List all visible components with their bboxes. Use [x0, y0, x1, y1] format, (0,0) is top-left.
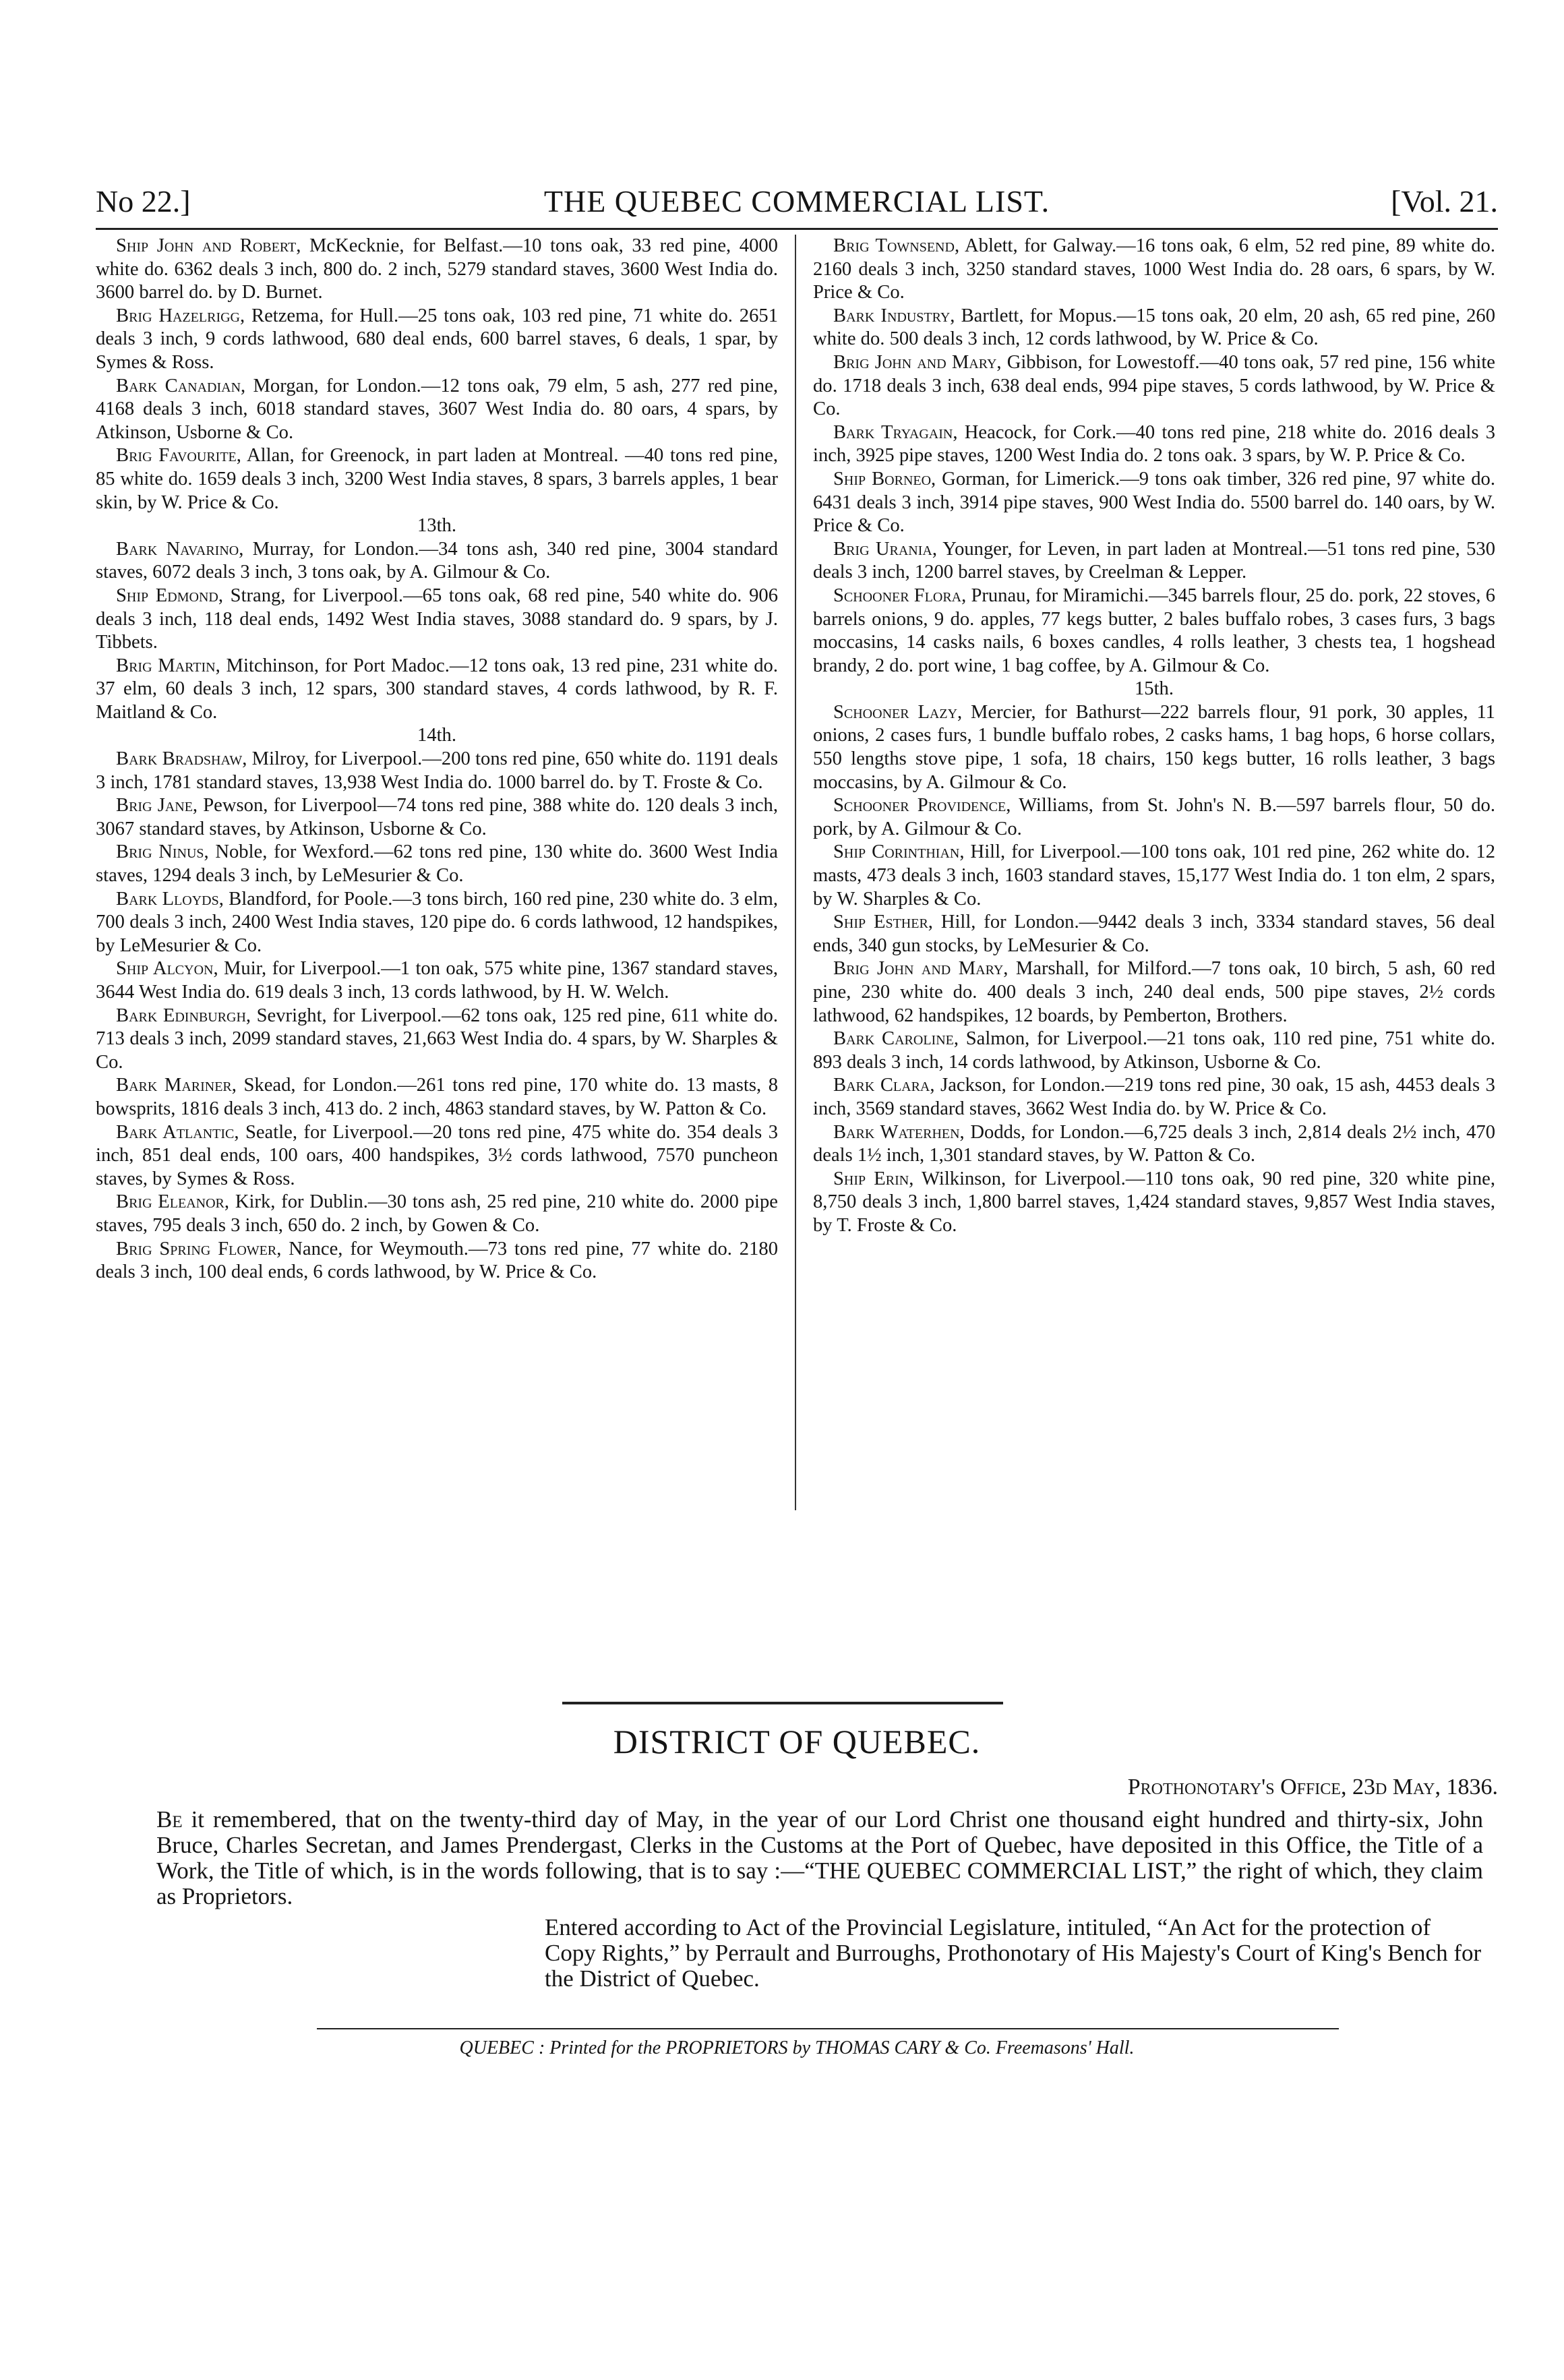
cargo-details: Marshall, for Milford.—7 tons oak, 10 birch, 5 ash, 60 red pine, 230 white do. 400 deals 3 inch, 240 deal ends, 500 pipe staves, 2½ cords lathwood, 62 handspikes, 12 boards, by Pemberton, Brothers. [813, 958, 1495, 1026]
shipping-entry [813, 1121, 1495, 1168]
notice-lead: Be [156, 1806, 183, 1833]
cargo-details: Morgan, for London.—12 tons oak, 79 elm, 5 ash, 277 red pine, 4168 deals 3 inch, 6018 standard staves, 3607 West India do. 80 oars, 4 spars, by Atkinson, Usborne & Co. [96, 375, 778, 443]
vessel-name: Schooner Lazy, [833, 701, 963, 723]
cargo-details: Bartlett, for Mopus.—15 tons oak, 20 elm, 20 ash, 65 red pine, 260 white do. 500 deals 3 inch, 12 cords lathwood, by W. Price & Co. [813, 305, 1496, 350]
shipping-entry [813, 421, 1495, 468]
vessel-name: Schooner Flora, [833, 585, 967, 606]
right-column [813, 235, 1495, 1238]
vessel-name: Ship Edmond, [116, 585, 223, 606]
cargo-details: Murray, for London.—34 tons ash, 340 red pine, 3004 standard staves, 6072 deals 3 inch, 3 tons oak, by A. Gilmour & Co. [96, 538, 778, 583]
shipping-entry [96, 235, 778, 305]
vessel-name: Brig Eleanor, [116, 1191, 230, 1213]
shipping-entry [96, 957, 778, 1004]
vessel-name: Brig Spring Flower, [116, 1238, 282, 1259]
cargo-details: Noble, for Wexford.—62 tons red pine, 130 white do. 3600 West India staves, 1294 deals 3 inch, by LeMesurier & Co. [96, 841, 778, 887]
vessel-name: Brig John and Mary, [833, 351, 1002, 373]
column-divider [795, 235, 796, 1510]
vessel-name: Ship Erin, [833, 1168, 914, 1189]
shipping-entry [813, 235, 1495, 305]
vessel-name: Bark Tryagain, [833, 421, 958, 443]
shipping-entry [96, 1005, 778, 1075]
vessel-name: Brig Townsend, [833, 235, 960, 256]
shipping-entry [813, 794, 1495, 841]
vessel-name: Bark Industry, [833, 305, 955, 326]
vessel-name: Brig Jane, [116, 795, 198, 816]
vessel-name: Bark Clara, [833, 1075, 935, 1096]
vessel-name: Bark Edinburgh, [116, 1005, 251, 1026]
cargo-details: Hill, for Liverpool.—100 tons oak, 101 red pine, 262 white do. 12 masts, 473 deals 3 inch, 1603 standard staves, 15,177 West India do. 1 ton elm, 2 spars, by W. Sharples & Co. [813, 841, 1496, 910]
cargo-details: Blandford, for Poole.—3 tons birch, 160 red pine, 230 white do. 3 elm, 700 deals 3 inch, 2400 West India staves, 120 pipe do. 6 cords lathwood, 12 handspikes, by LeMesurier & Co. [96, 888, 778, 956]
shipping-entry [96, 794, 778, 841]
cargo-details: Mitchinson, for Port Madoc.—12 tons oak, 13 red pine, 231 white do. 37 elm, 60 deals 3 inch, 12 spars, 300 standard staves, 4 cords lathwood, by R. F. Maitland & Co. [96, 655, 779, 723]
vessel-name: Ship Borneo, [833, 468, 936, 489]
vessel-name: Bark Canadian, [116, 375, 246, 396]
shipping-entry [813, 468, 1495, 538]
cargo-details: Gorman, for Limerick.—9 tons oak timber, 326 red pine, 97 white do. 6431 deals 3 inch, 3914 pipe staves, 900 West India do. 5500 barrel do. 140 oars, by W. Price & Co. [813, 468, 1495, 537]
shipping-entry [96, 655, 778, 725]
vessel-name: Bark Navarino, [116, 538, 244, 560]
copyright-notice [156, 1807, 1483, 1909]
cargo-details: Salmon, for Liverpool.—21 tons oak, 110 red pine, 751 white do. 893 deals 3 inch, 14 cords lathwood, by Atkinson, Usborne & Co. [813, 1028, 1495, 1073]
volume-number: [Vol. 21. [1391, 184, 1498, 218]
publication-title: THE QUEBEC COMMERCIAL LIST. [543, 184, 1050, 218]
vessel-name: Bark Lloyds, [116, 888, 224, 910]
vessel-name: Ship Corinthian, [833, 841, 965, 863]
cargo-details: Sevright, for Liverpool.—62 tons oak, 125 red pine, 611 white do. 713 deals 3 inch, 2099 standard staves, 21,663 West India do. 4 spars, by W. Sharples & Co. [96, 1005, 778, 1073]
cargo-details: Wilkinson, for Liverpool.—110 tons oak, 90 red pine, 320 white pine, 8,750 deals 3 inch, 1,800 barrel staves, 1,424 standard staves, 9,857 West India staves, by T. Froste & Co. [813, 1168, 1495, 1236]
vessel-name: Ship John and Robert, [116, 235, 301, 256]
shipping-entry [813, 1028, 1495, 1074]
cargo-details: Nance, for Weymouth.—73 tons red pine, 77 white do. 2180 deals 3 inch, 100 deal ends, 6 cords lathwood, by W. Price & Co. [96, 1238, 778, 1283]
vessel-name: Brig Ninus, [116, 841, 209, 863]
imprint-rule [317, 2028, 1339, 2029]
vessel-name: Brig Hazelrigg, [116, 305, 245, 326]
cargo-details: Heacock, for Cork.—40 tons red pine, 218 white do. 2016 deals 3 inch, 3925 pipe staves, 1200 West India do. 2 tons oak. 3 spars, by W. P. Price & Co. [813, 421, 1495, 467]
shipping-columns [96, 235, 1498, 1644]
shipping-entry [813, 305, 1495, 351]
cargo-details: Strang, for Liverpool.—65 tons oak, 68 red pine, 540 white do. 906 deals 3 inch, 118 deal ends, 1492 West India staves, 3088 standard do. 9 spars, by J. Tibbets. [96, 585, 778, 653]
cargo-details: McKecknie, for Belfast.—10 tons oak, 33 red pine, 4000 white do. 6362 deals 3 inch, 800 do. 2 inch, 5279 standard staves, 3600 West India do. 3600 barrel do. by D. Burnet. [96, 235, 778, 303]
cargo-details: Skead, for London.—261 tons red pine, 170 white do. 13 masts, 8 bowsprits, 1816 deals 3 inch, 413 do. 2 inch, 4863 standard staves, by W. Patton & Co. [96, 1075, 778, 1119]
date-heading: 15th. [1135, 678, 1174, 700]
vessel-name: Bark Bradshaw, [116, 748, 247, 770]
cargo-details: Kirk, for Dublin.—30 tons ash, 25 red pine, 210 white do. 2000 pipe staves, 795 deals 3 inch, 650 do. 2 inch, by Gowen & Co. [96, 1191, 778, 1236]
left-column [96, 235, 778, 1284]
cargo-details: Jackson, for London.—219 tons red pine, 30 oak, 15 ash, 4453 deals 3 inch, 3569 standard staves, 3662 West India do. by W. Price & Co. [813, 1075, 1495, 1119]
shipping-entry [813, 351, 1495, 421]
shipping-entry [813, 1074, 1495, 1121]
shipping-entry [96, 841, 778, 887]
vessel-name: Bark Mariner, [116, 1075, 237, 1096]
shipping-entry [96, 375, 778, 445]
vessel-name: Brig John and Mary, [833, 958, 1009, 980]
vessel-name: Bark Atlantic, [116, 1121, 239, 1143]
shipping-entry [813, 841, 1495, 911]
cargo-details: Allan, for Greenock, in part laden at Montreal. —40 tons red pine, 85 white do. 1659 deals 3 inch, 3200 West India staves, 8 spars, 3 barrels apples, 1 bear skin, by W. Price & Co. [96, 445, 778, 513]
cargo-details: Milroy, for Liverpool.—200 tons red pine, 650 white do. 1191 deals 3 inch, 1781 standard staves, 13,938 West India do. 1000 barrel do. by T. Froste & Co. [96, 748, 778, 793]
shipping-entry [96, 1191, 778, 1237]
cargo-details: Seatle, for Liverpool.—20 tons red pine, 475 white do. 354 deals 3 inch, 851 deal ends, 100 oars, 400 handspikes, 3½ cords lathwood, 7570 puncheon staves, by Symes & Ross. [96, 1121, 778, 1189]
shipping-entry [96, 538, 778, 585]
cargo-details: Pewson, for Liverpool—74 tons red pine, 388 white do. 120 deals 3 inch, 3067 standard staves, by Atkinson, Usborne & Co. [96, 795, 779, 839]
cargo-details: Hill, for London.—9442 deals 3 inch, 3334 standard staves, 56 deal ends, 340 gun stocks, by LeMesurier & Co. [813, 912, 1495, 956]
printer-imprint: QUEBEC : Printed for the PROPRIETORS by THOMAS CARY & Co. Freemasons' Hall. [459, 2037, 1135, 2058]
vessel-name: Bark Caroline, [833, 1028, 959, 1050]
cargo-details: Prunau, for Miramichi.—345 barrels flour, 25 do. pork, 22 stoves, 6 barrels onions, 9 do. apples, 77 kegs butter, 2 bales buffalo robes, 3 cases furs, 3 bags moccasins, 14 casks nails, 6 boxes candles, 4 rolls leather, 3 chests tea, 1 hogshead brandy, 2 do. port wine, 1 bag coffee, by A. Gilmour & Co. [813, 585, 1495, 676]
shipping-entry [813, 957, 1495, 1028]
office-line: Prothonotary's Office, 23d May, 1836. [1127, 1775, 1498, 1799]
cargo-details: Dodds, for London.—6,725 deals 3 inch, 2,814 deals 2½ inch, 470 deals 1½ inch, 1,301 standard staves, by W. Patton & Co. [813, 1121, 1496, 1166]
vessel-name: Ship Esther, [833, 912, 933, 933]
shipping-entry [96, 748, 778, 794]
district-heading: DISTRICT OF QUEBEC. [613, 1723, 981, 1760]
cargo-details: Muir, for Liverpool.—1 ton oak, 575 white pine, 1367 standard staves, 3644 West India do. 619 deals 3 inch, 13 cords lathwood, by H. W. Welch. [96, 958, 778, 1003]
page-header [96, 177, 1498, 227]
issue-number: No 22.] [96, 184, 191, 218]
cargo-details: Williams, from St. John's N. B.—597 barrels flour, 50 do. pork, by A. Gilmour & Co. [813, 795, 1495, 839]
notice-body: it remembered, that on the twenty-third day of May, in the year of our Lord Christ one thousand eight hundred and thirty-six, John Bruce, Charles Secretan, and James Prendergast, Clerks in the Customs at the Port of Quebec, have deposited in this Office, the Title of a Work, the Title of which, is in the words following, that is to say :—“THE QUEBEC COMMERCIAL LIST,” the right of which, they claim as Proprietors. [156, 1806, 1483, 1909]
date-heading: 14th. [417, 725, 456, 746]
shipping-entry [813, 701, 1495, 794]
shipping-entry [96, 1238, 778, 1284]
vessel-name: Brig Favourite, [116, 445, 241, 467]
header-rule [96, 228, 1498, 230]
shipping-entry [813, 1168, 1495, 1238]
vessel-name: Schooner Providence, [833, 795, 1011, 816]
shipping-entry [96, 1121, 778, 1191]
shipping-entry [96, 888, 778, 958]
date-heading: 13th. [417, 515, 456, 537]
shipping-entry [96, 305, 778, 375]
vessel-name: Ship Alcyon, [116, 958, 218, 980]
section-rule [562, 1702, 1003, 1704]
shipping-entry [96, 1074, 778, 1121]
entered-statement: Entered according to Act of the Provincial Legislature, intituled, “An Act for the protection of Copy Rights,” by Perrault and Burroughs, Prothonotary of His Majesty's Court of King's Bench for the District of Quebec. [545, 1914, 1482, 1992]
shipping-entry [96, 585, 778, 655]
cargo-details: Retzema, for Hull.—25 tons oak, 103 red pine, 71 white do. 2651 deals 3 inch, 9 cords lathwood, 680 deal ends, 600 barrel staves, 6 deals, 1 spar, by Symes & Ross. [96, 305, 778, 373]
shipping-entry [813, 538, 1495, 585]
cargo-details: Younger, for Leven, in part laden at Montreal.—51 tons red pine, 530 deals 3 inch, 1200 barrel staves, by Creelman & Lepper. [813, 538, 1496, 583]
shipping-entry [96, 444, 778, 514]
cargo-details: Mercier, for Bathurst—222 barrels flour, 91 pork, 30 apples, 11 onions, 2 cases furs, 1 bundle buffalo robes, 2 casks hams, 1 bag hops, 6 horse collars, 550 lengths stove pipe, 1 sofa, 18 chairs, 150 kegs butter, 16 rolls leather, 3 bags moccasins, by A. Gilmour & Co. [813, 701, 1495, 793]
shipping-entry [813, 911, 1495, 957]
shipping-entry [813, 585, 1495, 678]
cargo-details: Gibbison, for Lowestoff.—40 tons oak, 57 red pine, 156 white do. 1718 deals 3 inch, 638 deal ends, 994 pipe staves, 5 cords lathwood, by W. Price & Co. [813, 351, 1495, 420]
cargo-details: Ablett, for Galway.—16 tons oak, 6 elm, 52 red pine, 89 white do. 2160 deals 3 inch, 3250 standard staves, 1000 West India do. 28 oars, 6 spars, by W. Price & Co. [813, 235, 1495, 303]
vessel-name: Brig Urania, [833, 538, 937, 560]
vessel-name: Bark Waterhen, [833, 1121, 965, 1143]
vessel-name: Brig Martin, [116, 655, 220, 676]
